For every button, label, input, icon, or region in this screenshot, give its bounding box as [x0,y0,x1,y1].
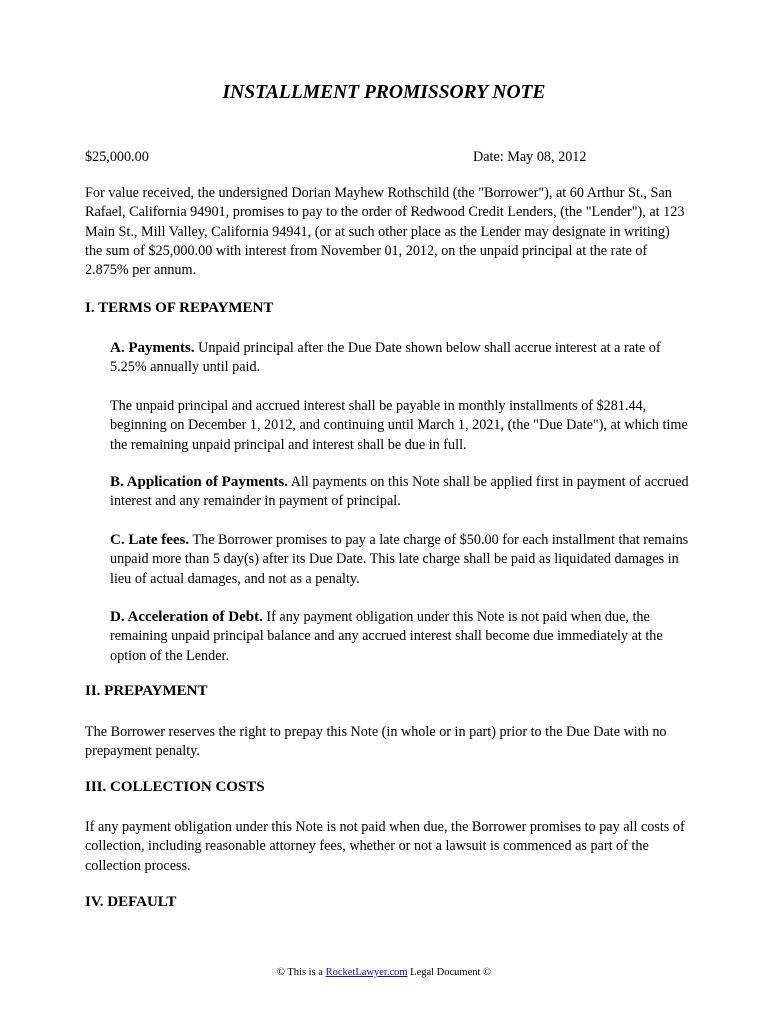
acceleration-text: If any payment obligation under this Note is not paid when due, the remaining unpaid principal balance and any accrued interest shall become due immediately at the option of the Lender. [110,609,663,664]
note-date: Date: May 08, 2012 [473,149,587,165]
application-text: All payments on this Note shall be applied first in payment of accrued interest and any remainder in payment of principal. [110,474,689,510]
application-title: B. Application of Payments. [110,474,288,490]
acceleration-title: D. Acceleration of Debt. [110,609,263,625]
collection-paragraph: If any payment obligation under this Note is not paid when due, the Borrower promises to pay all costs of collection, including reasonable attorney fees, whether or not a lawsuit is commenced as part of the collection process. [85,819,685,874]
payments-title: A. Payments. [110,340,195,356]
intro-paragraph: For value received, the undersigned Dorian Mayhew Rothschild (the "Borrower"), at 60 Arthur St., San Rafael, California 94901, promises to pay to the order of Redwood Credit Lenders, (the "Lender"), at 123 Main St., Mill Valley, California 94941, (or at such other place as the Lender may designate in writing) the sum of $25,000.00 with interest from November 01, 2012, on the unpaid principal at the rate of 2.875% per annum. [85,185,685,279]
late-fees-title: C. Late fees. [110,532,190,548]
section-heading-prepayment: II. PREPAYMENT [85,683,208,699]
installments-paragraph: The unpaid principal and accrued interest shall be payable in monthly installments of $281.44, beginning on December 1, 2012, and continuing until March 1, 2021, (the "Due Date"), at which time the remaining unpaid principal and interest shall be due in full. [110,398,688,453]
note-amount: $25,000.00 [85,149,149,165]
footer-suffix: Legal Document © [410,967,492,978]
acceleration-paragraph [110,608,690,666]
footer-prefix: © This is a [276,967,323,978]
document-title: INSTALLMENT PROMISSORY NOTE [222,82,546,103]
prepayment-paragraph: The Borrower reserves the right to prepay this Note (in whole or in part) prior to the Due Date with no prepayment penalty. [85,724,667,760]
footer [0,967,768,978]
section-heading-collection: III. COLLECTION COSTS [85,779,265,795]
late-fees-paragraph [110,531,690,589]
payments-text: Unpaid principal after the Due Date shown below shall accrue interest at a rate of 5.25% annually until paid. [110,340,661,376]
application-paragraph [110,473,690,512]
section-heading-terms: I. TERMS OF REPAYMENT [85,300,274,316]
rocketlawyer-link[interactable]: RocketLawyer.com [325,967,408,978]
late-fees-text: The Borrower promises to pay a late charge of $50.00 for each installment that remains unpaid more than 5 day(s) after its Due Date. This late charge shall be paid as liquidated damages in lieu of actual damages, and not as a penalty. [110,532,689,587]
payments-paragraph [110,339,690,378]
section-heading-default: IV. DEFAULT [85,894,177,910]
